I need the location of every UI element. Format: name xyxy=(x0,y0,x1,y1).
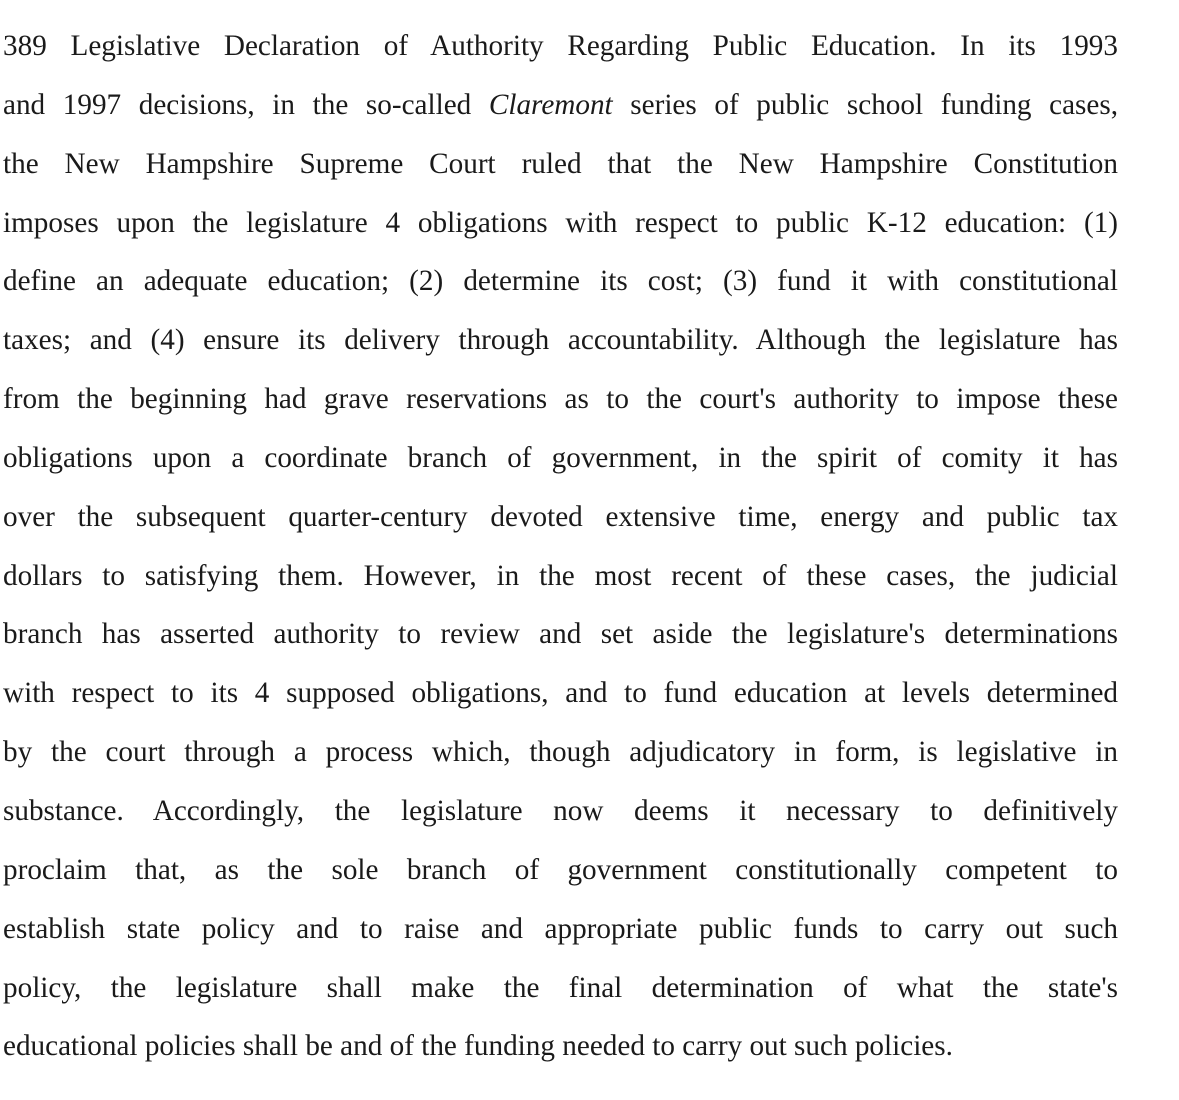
text-line: from the beginning had grave reservations as to the court's authority to impose these xyxy=(3,383,1118,416)
text-line: by the court through a process which, though adjudicatory in form, is legislative in xyxy=(3,736,1118,769)
text-line: define an adequate education; (2) determine its cost; (3) fund it with constitutional xyxy=(3,265,1118,298)
case-name-italic: Claremont xyxy=(488,88,613,121)
text-line: substance. Accordingly, the legislature now deems it necessary to definitively xyxy=(3,794,1118,827)
text-line: obligations upon a coordinate branch of government, in the spirit of comity it has xyxy=(3,441,1118,474)
text-line: policy, the legislature shall make the final determination of what the state's xyxy=(3,971,1118,1004)
text-segment: and 1997 decisions, in the so-called xyxy=(3,88,489,121)
text-line: imposes upon the legislature 4 obligations with respect to public K-12 education: (1) xyxy=(3,206,1118,239)
text-line xyxy=(3,85,1118,144)
text-line: dollars to satisfying them. However, in the most recent of these cases, the judicial xyxy=(3,559,1118,592)
text-line: branch has asserted authority to review and set aside the legislature's determinations xyxy=(3,618,1118,651)
text-line: with respect to its 4 supposed obligations, and to fund education at levels determined xyxy=(3,677,1118,710)
legislative-declaration-paragraph xyxy=(3,26,1118,1085)
text-line: over the subsequent quarter-century devoted extensive time, energy and public tax xyxy=(3,500,1118,533)
clipped-previous-line xyxy=(0,0,1179,10)
clipped-next-line xyxy=(0,1076,1179,1100)
text-line: taxes; and (4) ensure its delivery through accountability. Although the legislature has xyxy=(3,324,1118,357)
text-line: the New Hampshire Supreme Court ruled that the New Hampshire Constitution xyxy=(3,147,1118,180)
text-line: 389 Legislative Declaration of Authority Regarding Public Education. In its 1993 xyxy=(3,30,1118,62)
text-line: establish state policy and to raise and appropriate public funds to carry out such xyxy=(3,912,1118,945)
text-line: proclaim that, as the sole branch of government constitutionally competent to xyxy=(3,853,1118,886)
text-segment: series of public school funding cases, xyxy=(612,88,1118,121)
text-line: educational policies shall be and of the funding needed to carry out such policies. xyxy=(3,1030,953,1063)
